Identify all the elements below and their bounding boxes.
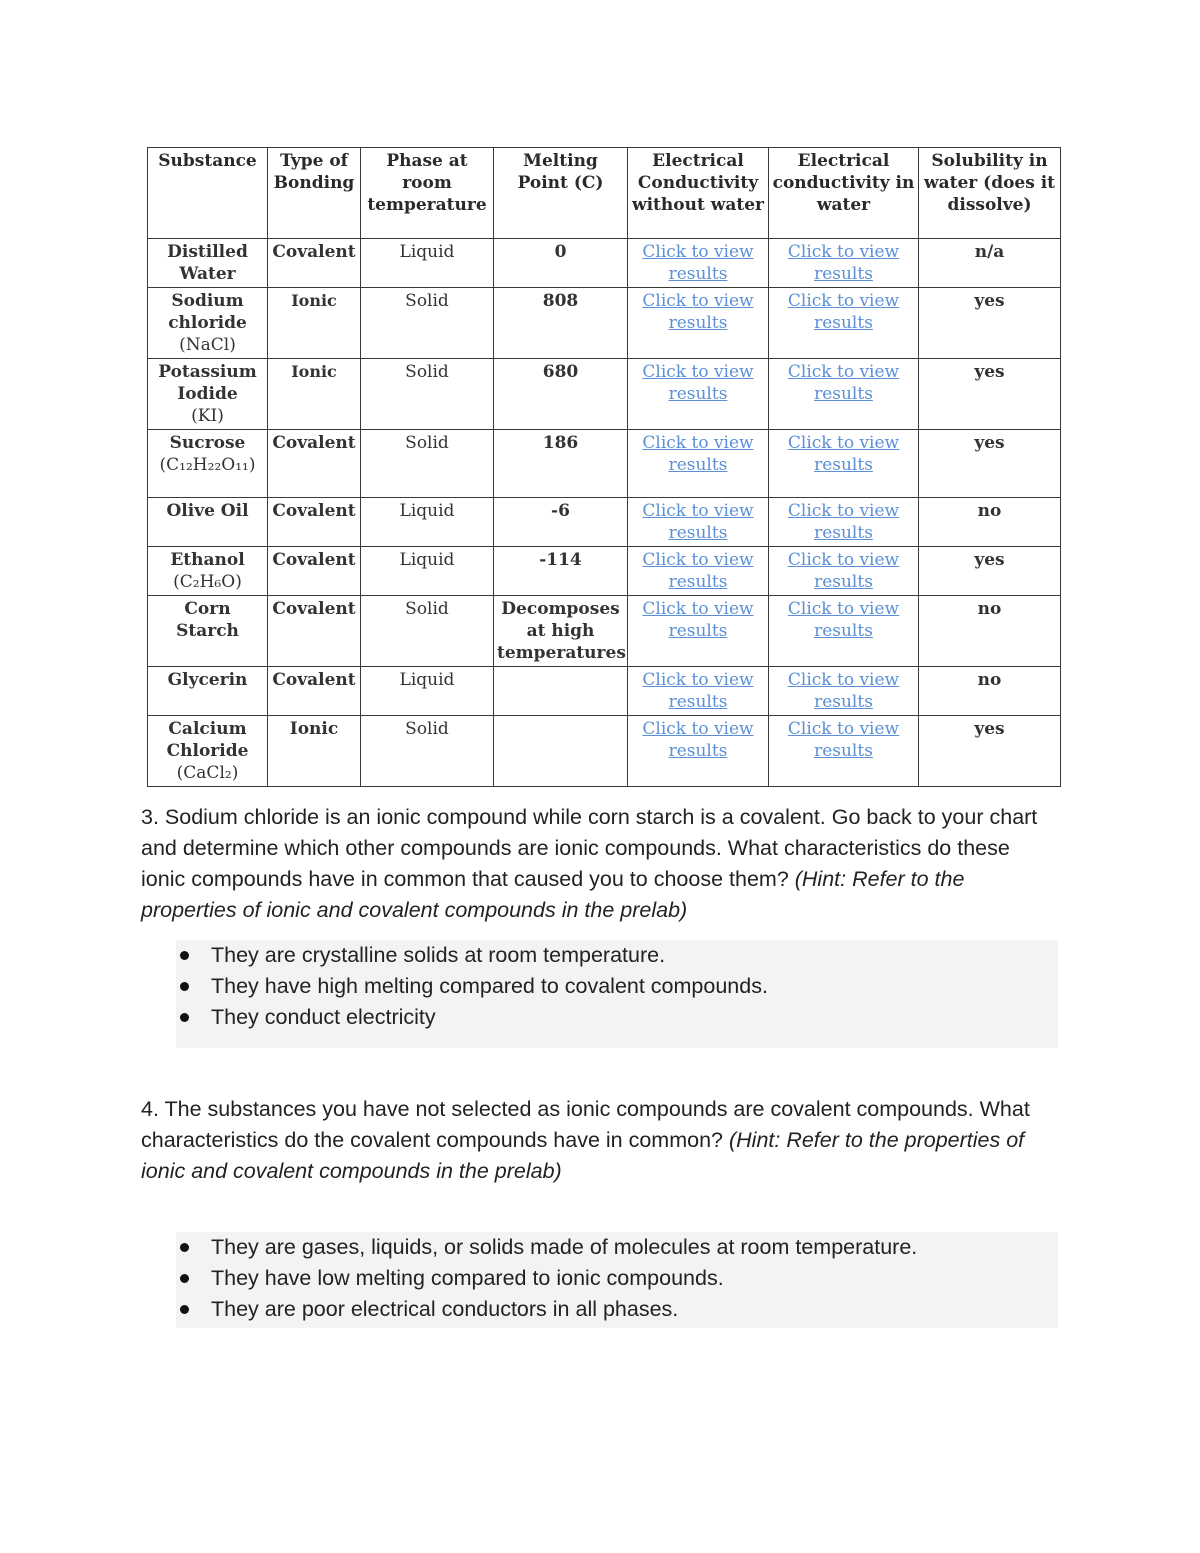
substance-name: Distilled Water [167, 242, 248, 284]
table-row [148, 430, 1061, 498]
question-3 [141, 802, 1041, 926]
conductivity-without-water-cell [628, 716, 769, 787]
view-results-link[interactable]: Click to view results [787, 550, 900, 592]
melting-point-cell: Decomposes at high temperatures [494, 596, 628, 667]
substance-cell [148, 667, 268, 716]
question-4 [141, 1094, 1041, 1187]
solubility-cell: no [919, 596, 1061, 667]
solubility-cell: no [919, 498, 1061, 547]
view-results-link[interactable]: Click to view results [787, 291, 900, 333]
substance-formula: (CaCl₂) [176, 763, 239, 783]
conductivity-in-water-cell [769, 667, 919, 716]
conductivity-in-water-cell [769, 239, 919, 288]
conductivity-without-water-cell [628, 288, 769, 359]
bonding-cell: Covalent [268, 596, 361, 667]
conductivity-in-water-cell [769, 430, 919, 498]
conductivity-in-water-cell [769, 288, 919, 359]
table-row [148, 359, 1061, 430]
answer-item: They conduct electricity [176, 1002, 1058, 1033]
bullet-icon [180, 1243, 189, 1252]
melting-point-cell [494, 667, 628, 716]
view-results-link[interactable]: Click to view results [642, 550, 754, 592]
header-phase: Phase at room temperature [361, 148, 494, 239]
question-4-answers[interactable] [176, 1232, 1058, 1328]
phase-cell: Solid [361, 596, 494, 667]
substance-cell [148, 596, 268, 667]
phase-cell: Liquid [361, 667, 494, 716]
solubility-cell: n/a [919, 239, 1061, 288]
conductivity-without-water-cell [628, 359, 769, 430]
answer-item: They are poor electrical conductors in all phases. [176, 1294, 1058, 1325]
view-results-link[interactable]: Click to view results [787, 242, 900, 284]
conductivity-in-water-cell [769, 547, 919, 596]
substance-cell [148, 430, 268, 498]
table-row [148, 667, 1061, 716]
table-row [148, 498, 1061, 547]
conductivity-without-water-cell [628, 498, 769, 547]
view-results-link[interactable]: Click to view results [642, 242, 754, 284]
answer-item: They are crystalline solids at room temperature. [176, 940, 1058, 971]
phase-cell: Liquid [361, 498, 494, 547]
conductivity-without-water-cell [628, 667, 769, 716]
table-row [148, 596, 1061, 667]
properties-table-wrapper [147, 147, 1060, 787]
solubility-cell: yes [919, 430, 1061, 498]
phase-cell: Solid [361, 430, 494, 498]
substance-name: Glycerin [167, 670, 248, 690]
question-3-text: 3. Sodium chloride is an ionic compound while corn starch is a covalent. Go back to your chart and determine which other compounds are ionic compounds. What characteristics do these ionic compounds have in common that caused you to choose them? [141, 805, 1038, 891]
conductivity-without-water-cell [628, 547, 769, 596]
melting-point-cell: -114 [494, 547, 628, 596]
header-solubility: Solubility in water (does it dissolve) [919, 148, 1061, 239]
substance-name: Calcium Chloride [166, 719, 249, 761]
melting-point-cell [494, 716, 628, 787]
melting-point-cell: 680 [494, 359, 628, 430]
table-row [148, 239, 1061, 288]
view-results-link[interactable]: Click to view results [642, 362, 754, 404]
table-row [148, 716, 1061, 787]
view-results-link[interactable]: Click to view results [787, 362, 900, 404]
melting-point-cell: 808 [494, 288, 628, 359]
substance-name: Corn Starch [176, 599, 239, 641]
bonding-cell: Covalent [268, 239, 361, 288]
solubility-cell: yes [919, 359, 1061, 430]
view-results-link[interactable]: Click to view results [642, 291, 754, 333]
header-substance: Substance [148, 148, 268, 239]
bullet-icon [180, 1305, 189, 1314]
substance-formula: (C₂H₆O) [173, 572, 242, 592]
substance-cell [148, 498, 268, 547]
question-4-hint: (Hint: Refer to the properties of ionic and covalent compounds in the prelab) [141, 1128, 1025, 1183]
solubility-cell: yes [919, 288, 1061, 359]
conductivity-in-water-cell [769, 596, 919, 667]
header-conductivity-in-water: Electrical conductivity in water [769, 148, 919, 239]
view-results-link[interactable]: Click to view results [642, 599, 754, 641]
view-results-link[interactable]: Click to view results [642, 433, 754, 475]
substance-formula: (NaCl) [179, 335, 236, 355]
solubility-cell: yes [919, 547, 1061, 596]
conductivity-without-water-cell [628, 239, 769, 288]
answer-item: They are gases, liquids, or solids made of molecules at room temperature. [176, 1232, 1058, 1263]
header-conductivity-without-water: Electrical Conductivity without water [628, 148, 769, 239]
phase-cell: Solid [361, 288, 494, 359]
substance-formula: (KI) [191, 406, 224, 426]
substance-name: Olive Oil [166, 501, 249, 521]
bullet-icon [180, 951, 189, 960]
bullet-icon [180, 1013, 189, 1022]
table-row [148, 547, 1061, 596]
substance-cell [148, 359, 268, 430]
phase-cell: Solid [361, 716, 494, 787]
melting-point-cell: -6 [494, 498, 628, 547]
substance-cell [148, 288, 268, 359]
phase-cell: Liquid [361, 239, 494, 288]
view-results-link[interactable]: Click to view results [787, 719, 900, 761]
view-results-link[interactable]: Click to view results [787, 501, 900, 543]
question-3-hint: (Hint: Refer to the properties of ionic and covalent compounds in the prelab) [141, 867, 965, 922]
table-row [148, 288, 1061, 359]
answer-spacer [176, 1033, 1058, 1048]
header-type-of-bonding: Type of Bonding [268, 148, 361, 239]
substance-name: Sodium chloride [168, 291, 247, 333]
conductivity-without-water-cell [628, 430, 769, 498]
substance-cell [148, 547, 268, 596]
question-3-answers[interactable] [176, 940, 1058, 1048]
view-results-link[interactable]: Click to view results [642, 719, 754, 761]
bonding-cell: Ionic [268, 716, 361, 787]
conductivity-without-water-cell [628, 596, 769, 667]
substance-cell [148, 716, 268, 787]
bonding-cell: Ionic [268, 288, 361, 359]
view-results-link[interactable]: Click to view results [642, 670, 754, 712]
substance-name: Sucrose [169, 433, 246, 453]
bonding-cell: Covalent [268, 667, 361, 716]
bonding-cell: Ionic [268, 359, 361, 430]
substance-name: Potassium Iodide [158, 362, 257, 404]
melting-point-cell: 186 [494, 430, 628, 498]
answer-item: They have low melting compared to ionic compounds. [176, 1263, 1058, 1294]
melting-point-cell: 0 [494, 239, 628, 288]
bonding-cell: Covalent [268, 498, 361, 547]
substance-cell [148, 239, 268, 288]
properties-table [147, 147, 1061, 787]
view-results-link[interactable]: Click to view results [642, 501, 754, 543]
bullet-icon [180, 982, 189, 991]
bonding-cell: Covalent [268, 547, 361, 596]
phase-cell: Liquid [361, 547, 494, 596]
view-results-link[interactable]: Click to view results [787, 433, 900, 475]
header-row [148, 148, 1061, 239]
conductivity-in-water-cell [769, 359, 919, 430]
solubility-cell: yes [919, 716, 1061, 787]
phase-cell: Solid [361, 359, 494, 430]
answer-item: They have high melting compared to covalent compounds. [176, 971, 1058, 1002]
conductivity-in-water-cell [769, 498, 919, 547]
view-results-link[interactable]: Click to view results [787, 599, 900, 641]
substance-name: Ethanol [170, 550, 245, 570]
solubility-cell: no [919, 667, 1061, 716]
conductivity-in-water-cell [769, 716, 919, 787]
header-melting-point: Melting Point (C) [494, 148, 628, 239]
substance-formula: (C₁₂H₂₂O₁₁) [159, 455, 256, 475]
question-4-text: 4. The substances you have not selected as ionic compounds are covalent compounds. What characteristics do the covalent compounds have in common? [141, 1097, 1030, 1152]
bonding-cell: Covalent [268, 430, 361, 498]
bullet-icon [180, 1274, 189, 1283]
answer-spacer [176, 1325, 1058, 1328]
view-results-link[interactable]: Click to view results [787, 670, 900, 712]
